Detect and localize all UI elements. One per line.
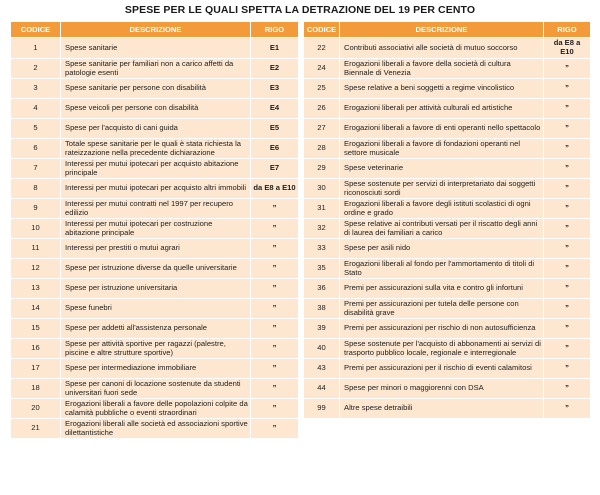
row-description: Interessi per mutui ipotecari per costruzione abitazione principale	[61, 219, 251, 239]
row-rigo: ”	[251, 299, 299, 319]
page-title: SPESE PER LE QUALI SPETTA LA DETRAZIONE DEL 19 PER CENTO	[124, 4, 476, 16]
row-code: 21	[11, 419, 61, 439]
table-row	[11, 339, 299, 359]
row-rigo: ”	[251, 199, 299, 219]
row-code: 38	[304, 299, 340, 319]
row-rigo: E4	[251, 99, 299, 119]
row-code: 9	[11, 199, 61, 219]
table-row	[11, 119, 299, 139]
row-rigo: ”	[544, 259, 591, 279]
row-code: 44	[304, 379, 340, 399]
header-descrizione: DESCRIZIONE	[61, 22, 251, 38]
row-code: 24	[304, 59, 340, 79]
row-rigo: ”	[544, 59, 591, 79]
row-description: Contributi associativi alle società di mutuo soccorso	[340, 38, 544, 59]
table-row	[11, 299, 299, 319]
table-row	[11, 179, 299, 199]
table-row	[304, 299, 591, 319]
row-code: 7	[11, 159, 61, 179]
row-rigo: E3	[251, 79, 299, 99]
table-row	[11, 159, 299, 179]
table-row	[304, 399, 591, 419]
row-code: 3	[11, 79, 61, 99]
table-row	[304, 38, 591, 59]
row-rigo: ”	[544, 139, 591, 159]
row-code: 32	[304, 219, 340, 239]
row-description: Interessi per mutui contratti nel 1997 per recupero edilizio	[61, 199, 251, 219]
row-rigo: ”	[544, 179, 591, 199]
row-description: Spese sanitarie per persone con disabilità	[61, 79, 251, 99]
row-rigo: ”	[251, 259, 299, 279]
table-row	[11, 99, 299, 119]
row-rigo: ”	[251, 399, 299, 419]
row-description: Erogazioni liberali alle società ed associazioni sportive dilettantistiche	[61, 419, 251, 439]
row-code: 2	[11, 59, 61, 79]
table-row	[304, 239, 591, 259]
row-description: Totale spese sanitarie per le quali è stata richiesta la rateizzazione nella precedente dichiarazione	[61, 139, 251, 159]
row-code: 31	[304, 199, 340, 219]
right-table-container	[303, 21, 590, 419]
row-description: Spese sostenute per servizi di interpretariato dai soggetti riconosciuti sordi	[340, 179, 544, 199]
row-code: 5	[11, 119, 61, 139]
row-rigo: ”	[251, 379, 299, 399]
table-row	[304, 79, 591, 99]
row-description: Altre spese detraibili	[340, 399, 544, 419]
row-code: 28	[304, 139, 340, 159]
header-rigo: RIGO	[251, 22, 299, 38]
table-row	[304, 339, 591, 359]
row-rigo: ”	[251, 359, 299, 379]
table-row	[11, 419, 299, 439]
table-row	[11, 59, 299, 79]
table-row	[11, 359, 299, 379]
row-description: Erogazioni liberali a favore della società di cultura Biennale di Venezia	[340, 59, 544, 79]
row-code: 11	[11, 239, 61, 259]
row-description: Spese sanitarie	[61, 38, 251, 59]
row-code: 8	[11, 179, 61, 199]
row-description: Spese per istruzione universitaria	[61, 279, 251, 299]
table-row	[11, 199, 299, 219]
row-description: Spese veicoli per persone con disabilità	[61, 99, 251, 119]
row-description: Premi per assicurazioni sulla vita e contro gli infortuni	[340, 279, 544, 299]
table-row	[304, 139, 591, 159]
row-code: 10	[11, 219, 61, 239]
row-code: 26	[304, 99, 340, 119]
right-table	[303, 21, 591, 419]
row-rigo: ”	[544, 359, 591, 379]
row-code: 43	[304, 359, 340, 379]
row-description: Interessi per mutui ipotecari per acquisto abitazione principale	[61, 159, 251, 179]
row-description: Spese per canoni di locazione sostenute da studenti universitari fuori sede	[61, 379, 251, 399]
row-code: 39	[304, 319, 340, 339]
table-row	[11, 38, 299, 59]
right-table-body	[304, 38, 591, 419]
table-row	[304, 119, 591, 139]
table-row	[304, 59, 591, 79]
row-description: Spese relative a beni soggetti a regime vincolistico	[340, 79, 544, 99]
row-rigo: E1	[251, 38, 299, 59]
row-description: Spese per l'acquisto di cani guida	[61, 119, 251, 139]
row-rigo: ”	[251, 239, 299, 259]
row-rigo: E7	[251, 159, 299, 179]
row-description: Erogazioni liberali a favore di enti operanti nello spettacolo	[340, 119, 544, 139]
row-description: Premi per assicurazioni per il rischio di eventi calamitosi	[340, 359, 544, 379]
row-description: Erogazioni liberali per attività culturali ed artistiche	[340, 99, 544, 119]
row-rigo: ”	[544, 339, 591, 359]
row-description: Erogazioni liberali a favore di fondazioni operanti nel settore musicale	[340, 139, 544, 159]
row-code: 17	[11, 359, 61, 379]
row-rigo: ”	[544, 199, 591, 219]
table-row	[11, 279, 299, 299]
right-header-row	[304, 22, 591, 38]
row-code: 13	[11, 279, 61, 299]
row-description: Spese per attività sportive per ragazzi (palestre, piscine e altre strutture sportive)	[61, 339, 251, 359]
table-row	[11, 239, 299, 259]
row-description: Interessi per prestiti o mutui agrari	[61, 239, 251, 259]
row-description: Spese funebri	[61, 299, 251, 319]
row-rigo: E6	[251, 139, 299, 159]
table-row	[304, 159, 591, 179]
header-rigo: RIGO	[544, 22, 591, 38]
row-rigo: ”	[544, 79, 591, 99]
row-code: 29	[304, 159, 340, 179]
table-row	[304, 279, 591, 299]
row-code: 27	[304, 119, 340, 139]
row-description: Spese per asili nido	[340, 239, 544, 259]
table-row	[11, 399, 299, 419]
header-codice: CODICE	[11, 22, 61, 38]
row-rigo: ”	[544, 379, 591, 399]
row-rigo: ”	[251, 419, 299, 439]
row-code: 6	[11, 139, 61, 159]
row-description: Erogazioni liberali a favore delle popolazioni colpite da calamità pubbliche o eventi straordinari	[61, 399, 251, 419]
row-description: Interessi per mutui ipotecari per acquisto altri immobili	[61, 179, 251, 199]
row-rigo: ”	[544, 299, 591, 319]
row-description: Spese sanitarie per familiari non a carico affetti da patologie esenti	[61, 59, 251, 79]
row-code: 99	[304, 399, 340, 419]
row-code: 40	[304, 339, 340, 359]
row-rigo: E2	[251, 59, 299, 79]
row-code: 4	[11, 99, 61, 119]
row-description: Erogazioni liberali al fondo per l'ammortamento di titoli di Stato	[340, 259, 544, 279]
row-code: 35	[304, 259, 340, 279]
row-rigo: ”	[544, 159, 591, 179]
row-rigo: ”	[544, 99, 591, 119]
row-rigo: ”	[251, 279, 299, 299]
row-rigo: ”	[544, 279, 591, 299]
row-description: Spese per intermediazione immobiliare	[61, 359, 251, 379]
row-rigo: ”	[544, 219, 591, 239]
row-code: 33	[304, 239, 340, 259]
row-description: Erogazioni liberali a favore degli istituti scolastici di ogni ordine e grado	[340, 199, 544, 219]
row-code: 16	[11, 339, 61, 359]
row-description: Spese veterinarie	[340, 159, 544, 179]
row-rigo: ”	[251, 319, 299, 339]
table-row	[304, 359, 591, 379]
row-code: 25	[304, 79, 340, 99]
row-rigo: ”	[251, 339, 299, 359]
table-row	[304, 379, 591, 399]
table-row	[304, 199, 591, 219]
table-row	[11, 79, 299, 99]
row-description: Premi per assicurazioni per tutela delle persone con disabilità grave	[340, 299, 544, 319]
row-rigo: da E8 a E10	[251, 179, 299, 199]
row-code: 14	[11, 299, 61, 319]
row-rigo: da E8 a E10	[544, 38, 591, 59]
row-description: Spese sostenute per l'acquisto di abbonamenti ai servizi di trasporto pubblico locale, regionale e interregionale	[340, 339, 544, 359]
left-table-container	[10, 21, 298, 439]
header-codice: CODICE	[304, 22, 340, 38]
row-description: Spese per addetti all'assistenza personale	[61, 319, 251, 339]
table-row	[11, 259, 299, 279]
table-row	[11, 139, 299, 159]
row-rigo: ”	[544, 239, 591, 259]
row-code: 30	[304, 179, 340, 199]
row-code: 1	[11, 38, 61, 59]
left-table	[10, 21, 299, 439]
row-rigo: ”	[251, 219, 299, 239]
row-description: Spese per istruzione diverse da quelle universitarie	[61, 259, 251, 279]
row-code: 18	[11, 379, 61, 399]
row-description: Spese per minori o maggiorenni con DSA	[340, 379, 544, 399]
row-code: 20	[11, 399, 61, 419]
row-rigo: ”	[544, 319, 591, 339]
row-rigo: E5	[251, 119, 299, 139]
left-header-row	[11, 22, 299, 38]
row-description: Spese relative ai contributi versati per il riscatto degli anni di laurea dei familiari a carico	[340, 219, 544, 239]
left-table-body	[11, 38, 299, 439]
row-description: Premi per assicurazioni per rischio di non autosufficienza	[340, 319, 544, 339]
row-code: 22	[304, 38, 340, 59]
table-row	[304, 319, 591, 339]
table-row	[11, 379, 299, 399]
table-row	[304, 99, 591, 119]
table-row	[304, 179, 591, 199]
table-row	[304, 259, 591, 279]
table-row	[304, 219, 591, 239]
row-code: 36	[304, 279, 340, 299]
row-code: 15	[11, 319, 61, 339]
row-rigo: ”	[544, 119, 591, 139]
row-rigo: ”	[544, 399, 591, 419]
table-row	[11, 219, 299, 239]
row-code: 12	[11, 259, 61, 279]
header-descrizione: DESCRIZIONE	[340, 22, 544, 38]
table-row	[11, 319, 299, 339]
